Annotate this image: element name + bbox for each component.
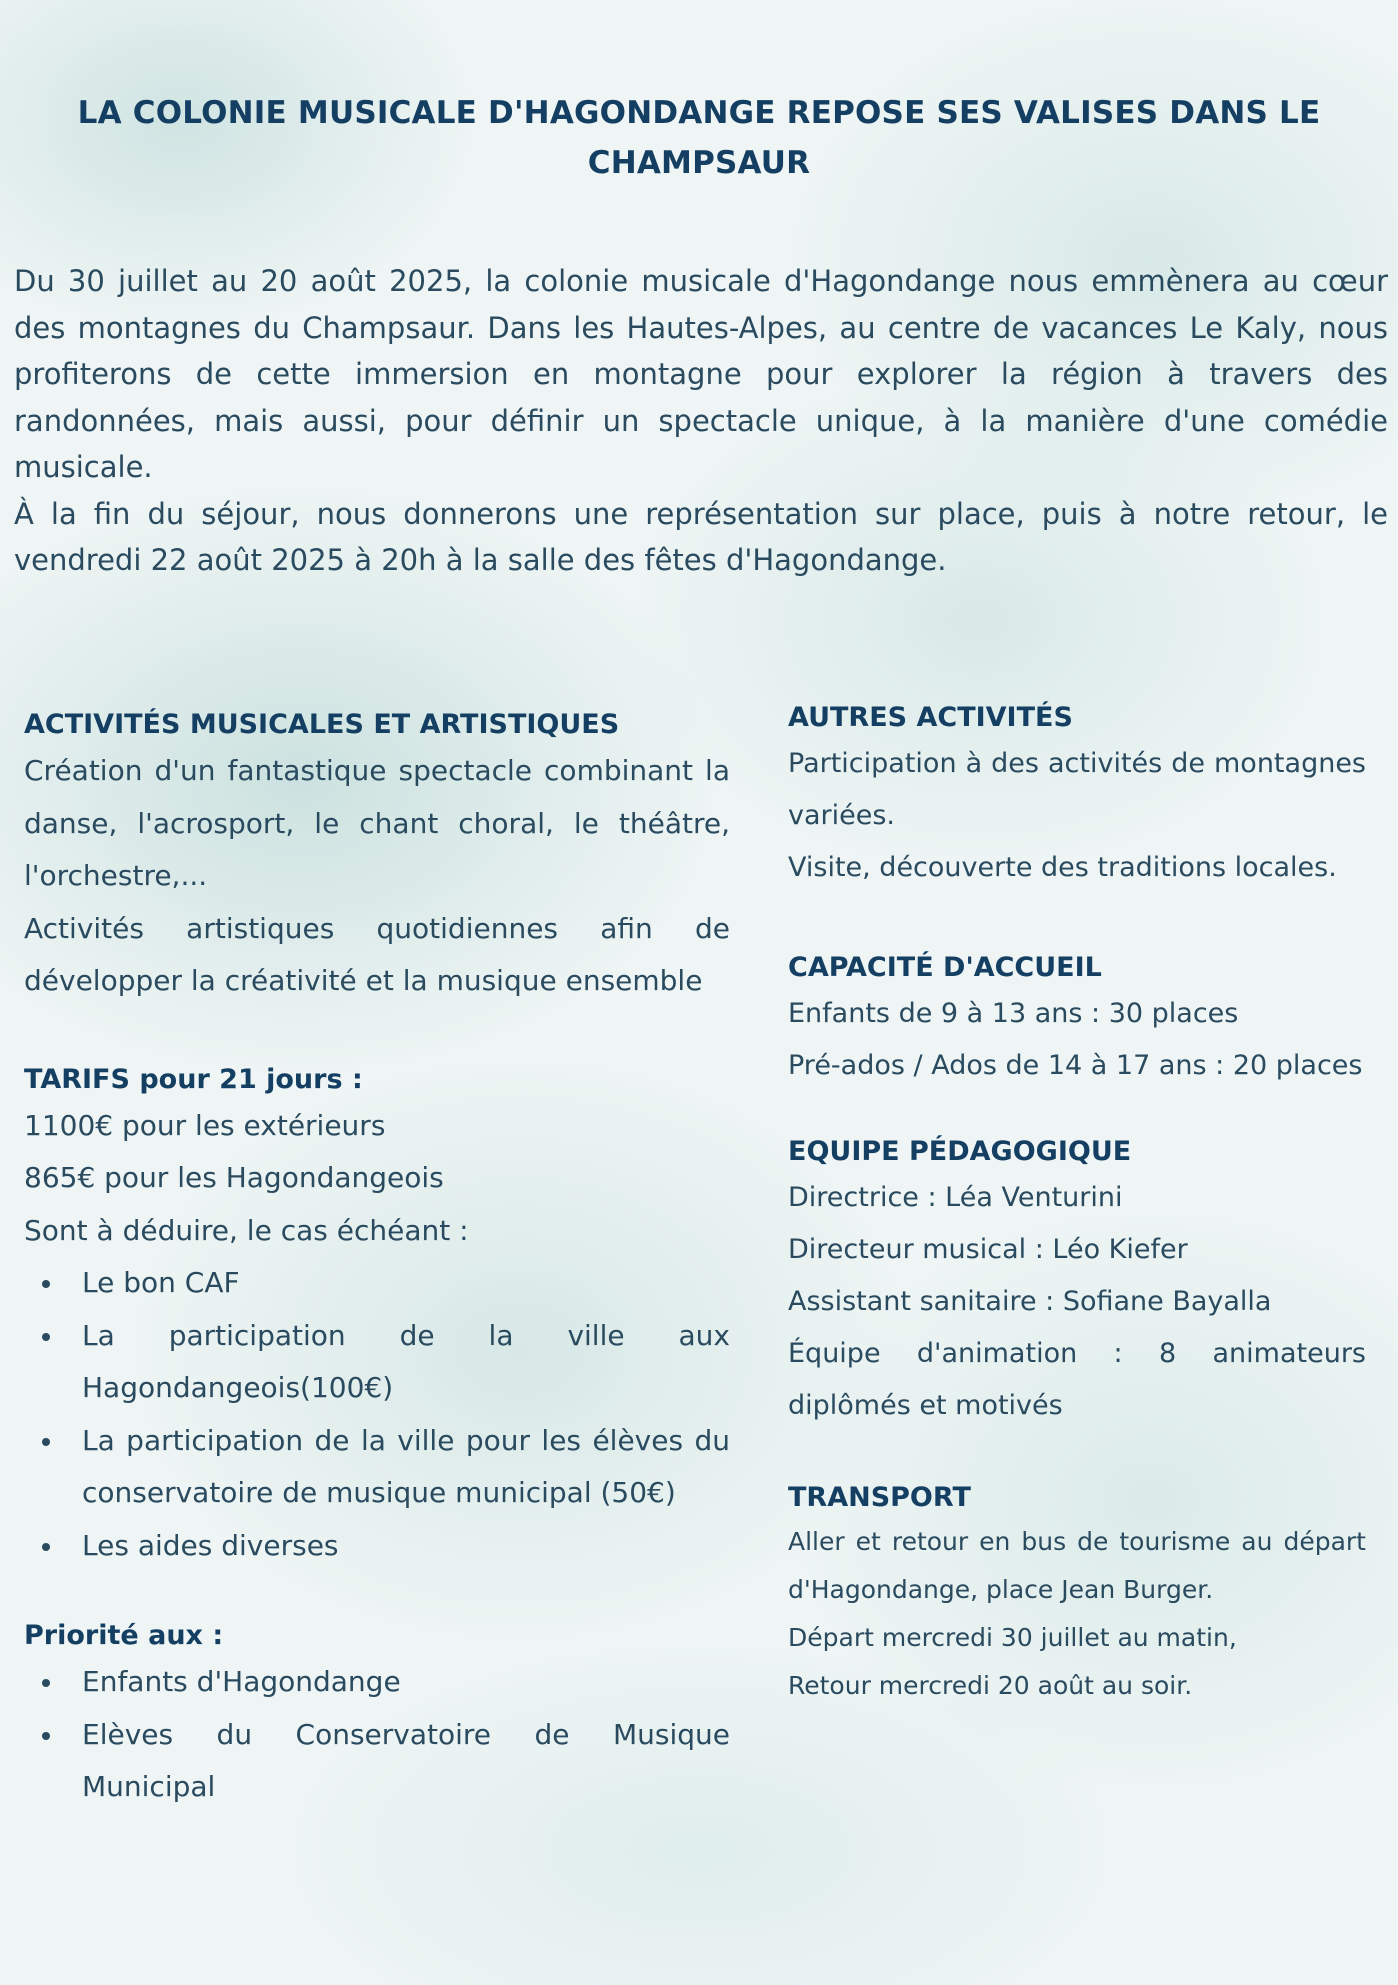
section-priorite <box>24 1616 730 1814</box>
section-heading: TARIFS pour 21 jours : <box>24 1063 363 1095</box>
team-line: Assistant sanitaire : Sofiane Bayalla <box>788 1286 1272 1317</box>
section-equipe <box>788 1132 1366 1432</box>
price-line: 1100€ pour les extérieurs <box>24 1108 386 1142</box>
section-heading: TRANSPORT <box>788 1482 971 1513</box>
section-heading: Priorité aux : <box>24 1620 224 1651</box>
list-item <box>24 1709 730 1814</box>
list-item-text: La participation de la ville pour les élèves du conservatoire de musique municipal (50€) <box>82 1423 730 1509</box>
intro-text <box>14 258 1388 584</box>
transport-line: Départ mercredi 30 juillet au matin, <box>788 1623 1237 1652</box>
section-heading: EQUIPE PÉDAGOGIQUE <box>788 1136 1132 1167</box>
section-paragraph: Création d'un fantastique spectacle combinant la danse, l'acrosport, le chant choral, le théâtre, l'orchestre,... <box>24 754 730 892</box>
section-capacite <box>788 948 1366 1092</box>
left-column <box>24 705 730 1814</box>
list-item-text: Le bon CAF <box>82 1266 240 1299</box>
capacity-line: Enfants de 9 à 13 ans : 30 places <box>788 998 1239 1029</box>
page-title: LA COLONIE MUSICALE D'HAGONDANGE REPOSE SES VALISES DANS LE CHAMPSAUR <box>77 95 1321 181</box>
intro-paragraph: Du 30 juillet au 20 août 2025, la colonie musicale d'Hagondange nous emmènera au cœur des montagnes du Champsaur. Dans les Hautes-Alpes, au centre de vacances Le Kaly, nous profiterons de cette immersion en montagne pour explorer la région à travers des randonnées, mais aussi, pour définir un spectacle unique, à la manière d'une comédie musicale. <box>14 264 1388 484</box>
list-item <box>24 1656 730 1709</box>
deduction-list <box>24 1257 730 1572</box>
transport-line: Retour mercredi 20 août au soir. <box>788 1671 1193 1700</box>
section-tarifs <box>24 1060 730 1573</box>
section-heading: AUTRES ACTIVITÉS <box>788 702 1073 733</box>
price-note: Sont à déduire, le cas échéant : <box>24 1213 469 1247</box>
section-paragraph: Participation à des activités de montagnes variées. <box>788 748 1366 831</box>
transport-paragraph: Aller et retour en bus de tourisme au départ d'Hagondange, place Jean Burger. <box>788 1527 1366 1604</box>
section-transport <box>788 1478 1366 1710</box>
right-column <box>788 698 1366 1710</box>
capacity-line: Pré-ados / Ados de 14 à 17 ans : 20 places <box>788 1050 1363 1081</box>
price-line: 865€ pour les Hagondangeois <box>24 1161 444 1194</box>
section-paragraph: Visite, découverte des traditions locales. <box>788 852 1337 883</box>
team-line: Directrice : Léa Venturini <box>788 1182 1123 1213</box>
team-line: Directeur musical : Léo Kiefer <box>788 1234 1188 1265</box>
list-item-text: Les aides diverses <box>82 1528 339 1562</box>
bullet-icon <box>42 1543 50 1551</box>
list-item-text: Elèves du Conservatoire de Musique Municipal <box>82 1717 730 1803</box>
bullet-icon <box>42 1333 50 1341</box>
bullet-icon <box>42 1679 50 1687</box>
list-item <box>24 1520 730 1573</box>
intro-paragraph: À la fin du séjour, nous donnerons une représentation sur place, puis à notre retour, le vendredi 22 août 2025 à 20h à la salle des fêtes d'Hagondange. <box>14 496 1388 577</box>
bullet-icon <box>42 1732 50 1740</box>
section-autres-activites <box>788 698 1366 894</box>
list-item <box>24 1310 730 1415</box>
section-heading: CAPACITÉ D'ACCUEIL <box>788 952 1102 983</box>
bullet-icon <box>42 1280 50 1288</box>
team-line: Équipe d'animation : 8 animateurs diplômés et motivés <box>788 1338 1366 1421</box>
section-heading: ACTIVITÉS MUSICALES ET ARTISTIQUES <box>24 709 620 740</box>
section-activites-musicales <box>24 705 730 1008</box>
list-item <box>24 1415 730 1520</box>
list-item <box>24 1257 730 1310</box>
list-item-text: Enfants d'Hagondange <box>82 1665 401 1698</box>
section-paragraph: Activités artistiques quotidiennes afin de développer la créativité et la musique ensemble <box>24 911 730 997</box>
bullet-icon <box>42 1438 50 1446</box>
list-item-text: La participation de la ville aux Hagondangeois(100€) <box>82 1318 730 1404</box>
priority-list <box>24 1656 730 1814</box>
